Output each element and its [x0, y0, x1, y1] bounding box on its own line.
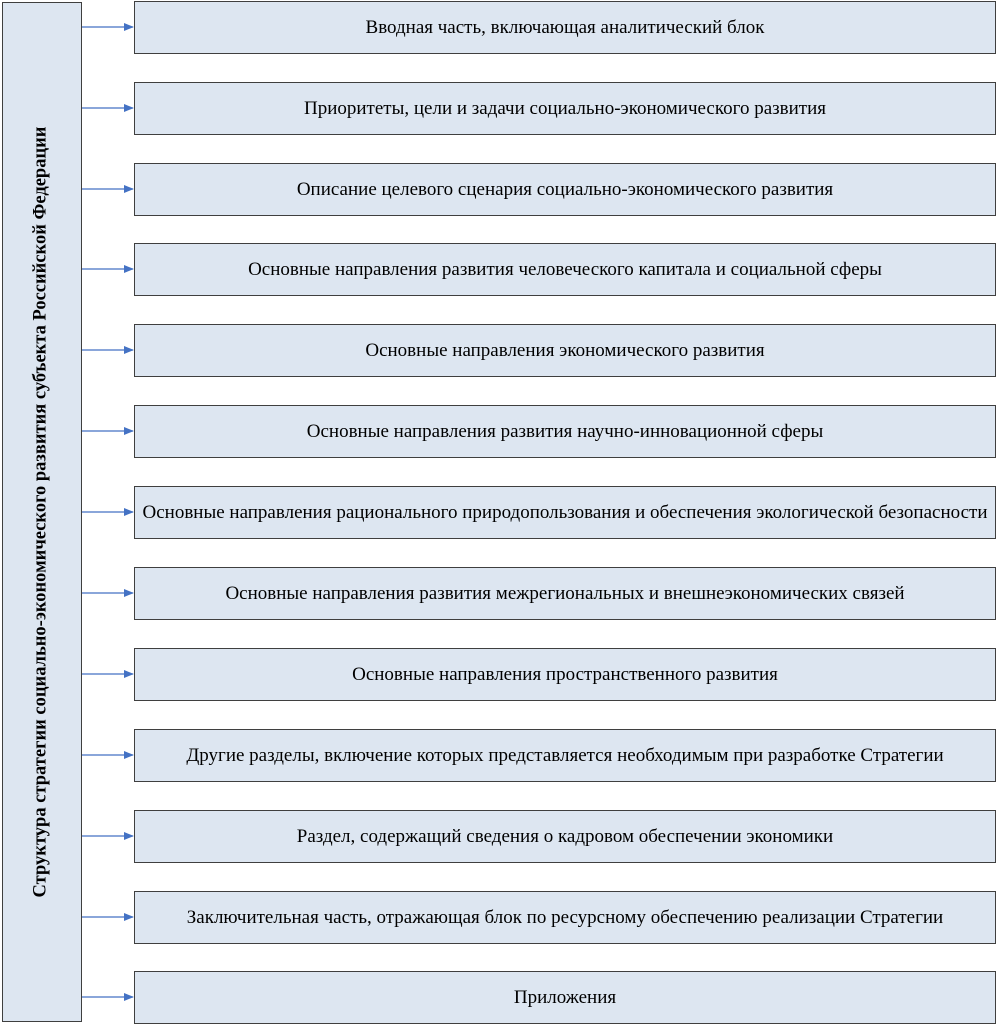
section-spatial-development: Основные направления пространственного развития	[134, 648, 996, 701]
section-nature-ecology: Основные направления рационального природопользования и обеспечения экологической безопасности	[134, 486, 996, 539]
section-priorities-goals: Приоритеты, цели и задачи социально-экономического развития	[134, 82, 996, 135]
section-interregional-links: Основные направления развития межрегиональных и внешнеэкономических связей	[134, 567, 996, 620]
section-other: Другие разделы, включение которых представляется необходимым при разработке Стратегии	[134, 729, 996, 782]
section-intro: Вводная часть, включающая аналитический блок	[134, 1, 996, 54]
section-human-capital: Основные направления развития человеческого капитала и социальной сферы	[134, 243, 996, 296]
section-science-innovation: Основные направления развития научно-инновационной сферы	[134, 405, 996, 458]
section-economic-development: Основные направления экономического развития	[134, 324, 996, 377]
section-personnel: Раздел, содержащий сведения о кадровом обеспечении экономики	[134, 810, 996, 863]
section-appendices: Приложения	[134, 971, 996, 1024]
section-target-scenario: Описание целевого сценария социально-экономического развития	[134, 163, 996, 216]
section-conclusion: Заключительная часть, отражающая блок по ресурсному обеспечению реализации Стратегии	[134, 891, 996, 944]
strategy-structure-title: Структура стратегии социально-экономического развития субъекта Российской Федерации	[30, 126, 51, 898]
